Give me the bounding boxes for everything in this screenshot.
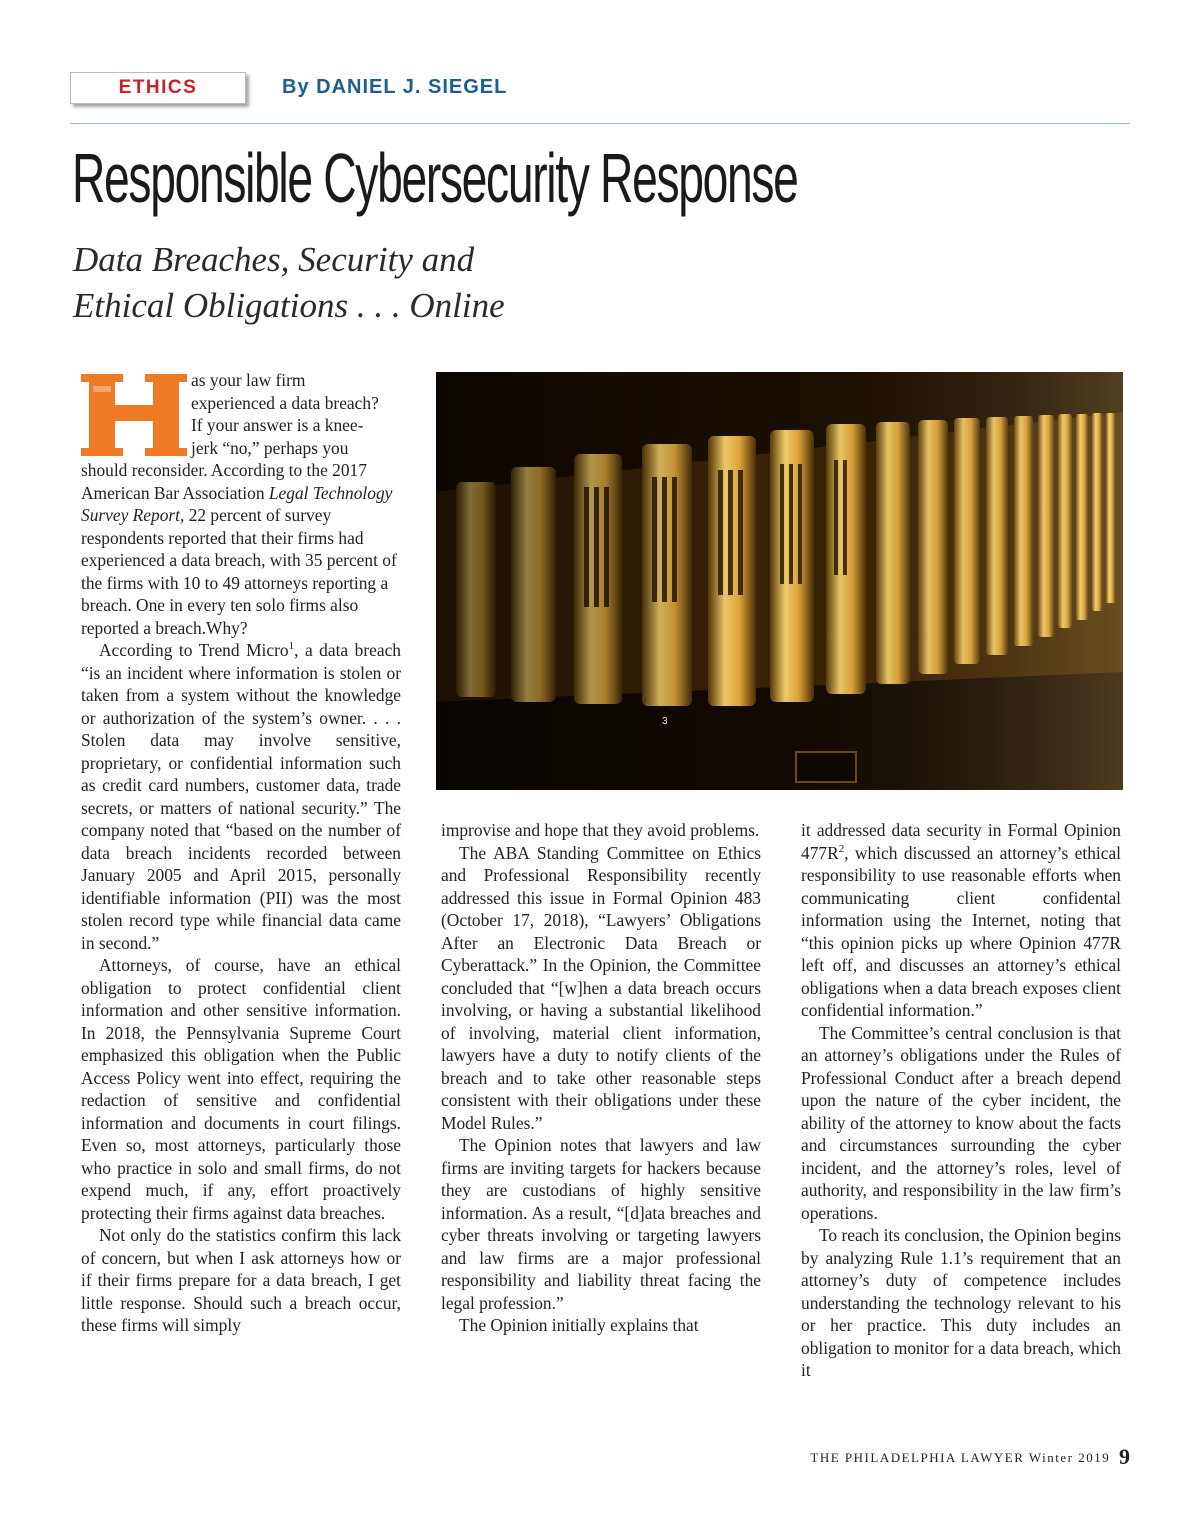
footnote-ref[interactable]: 1 xyxy=(288,640,295,653)
issue-date: Winter 2019 xyxy=(1028,1450,1111,1465)
article-subtitle xyxy=(73,237,505,329)
subtitle-line-2: Ethical Obligations . . . Online xyxy=(73,286,505,325)
report-title: Legal Technology Survey Report xyxy=(81,482,393,525)
paragraph: The Opinion initially explains that xyxy=(459,1315,699,1335)
publication-name: THE PHILADELPHIA LAWYER xyxy=(810,1450,1025,1465)
paragraph: The Opinion notes that lawyers and law firms are inviting targets for hackers because they are custodians of highly sensitive information. As a result, “[d]ata breaches and cyber threats involving or targeting lawyers and law firms are a major professional responsibility and liability threat facing the legal profession.” xyxy=(441,1135,761,1313)
column-1 xyxy=(81,459,401,1337)
intro-line: jerk “no,” perhaps you xyxy=(191,437,349,458)
paragraph xyxy=(81,459,401,639)
server-drives-image xyxy=(436,372,1123,790)
text-run: it addressed data security in Formal Opinion 477R xyxy=(801,820,1121,863)
intro-line: If your answer is a knee- xyxy=(191,415,364,435)
paragraph xyxy=(801,819,1121,1022)
paragraph: The Committee’s central conclusion is that an attorney’s obligations under the Rules of Professional Conduct after a breach depend upon the nature of the cyber incident, the ability of the attorney to know about the facts and circumstances surrounding the cyber incident, and the attorney’s roles, level of authority, and responsibility in the law firm’s operations. xyxy=(801,1022,1121,1223)
drive-number-label: 3 xyxy=(662,716,668,727)
byline: By DANIEL J. SIEGEL xyxy=(282,76,508,98)
server-rack-photo xyxy=(436,372,1123,790)
text-run: , 22 percent of survey respondents reported that their firms had experienced a data breach, with 35 percent of the firms with 10 to 49 attorneys reporting a breach. One in every ten solo firms also reported a breach.Why? xyxy=(81,505,397,638)
column-2 xyxy=(441,819,761,1337)
column-3 xyxy=(801,819,1121,1382)
text-run: should reconsider. According to the 2017 American Bar Association xyxy=(81,460,367,503)
page-number: 9 xyxy=(1119,1444,1130,1469)
drop-cap-h-icon xyxy=(81,374,187,456)
text-run: According to Trend Micro xyxy=(99,640,289,660)
section-tag-label: ETHICS xyxy=(118,77,198,98)
paragraph: Attorneys, of course, have an ethical obligation to protect confidential client information and other sensitive information. In 2018, the Pennsylvania Supreme Court emphasized this obligation when the Public Access Policy went into effect, requiring the redaction of sensitive and confidential information and documents in court filings. Even so, most attorneys, particularly those who practice in solo and small firms, do not expend much, if any, effort proactively protecting their firms against data breaches. xyxy=(81,955,401,1223)
subtitle-line-1: Data Breaches, Security and xyxy=(73,240,475,279)
intro-line: as your law firm xyxy=(191,370,306,390)
paragraph: The ABA Standing Committee on Ethics and Professional Responsibility recently addressed this issue in Formal Opinion 483 (October 17, 2018), “Lawyers’ Obligations After an Electronic Data Breach or Cyberattack.” In the Opinion, the Committee concluded that “[w]hen a data breach occurs involving, or having a substantial likelihood of involving, material client information, lawyers have a duty to notify clients of the breach and to take other reasonable steps consistent with their obligations under these Model Rules.” xyxy=(441,842,761,1133)
paragraph xyxy=(81,639,401,954)
paragraph: Not only do the statistics confirm this lack of concern, but when I ask attorneys how or if their firms prepare for a data breach, I get little response. Should such a breach occur, these firms will simply xyxy=(81,1225,401,1335)
page-footer xyxy=(810,1444,1130,1470)
text-run: , a data breach “is an incident where information is stolen or taken from a system without the knowledge or authorization of the system’s owner. . . . Stolen data may involve sensitive, proprietary, or confidential information such as credit card numbers, customer data, trade secrets, or matters of national security.” The company noted that “based on the number of data breach incidents recorded between January 2005 and April 2015, personally identifiable information (PII) was the most stolen record type while financial data came in second.” xyxy=(81,640,401,953)
header-divider xyxy=(70,123,1130,124)
intro-line: experienced a data breach? xyxy=(191,392,379,413)
section-tag xyxy=(70,72,246,104)
drop-cap xyxy=(81,374,187,456)
text-run: , which discussed an attorney’s ethical responsibility to use reasonable efforts when communicating client confidental information using the Internet, noting that “this opinion picks up where Opinion 477R left off, and discusses an attorney’s ethical obligations when a data breach exposes client confidential information.” xyxy=(801,842,1121,1020)
footnote-ref[interactable]: 2 xyxy=(838,842,845,855)
article-title: Responsible Cybersecurity Response xyxy=(72,139,798,217)
paragraph: To reach its conclusion, the Opinion begins by analyzing Rule 1.1’s requirement that an attorney’s duty of competence includes understanding the technology relevant to his or her practice. This duty includes an obligation to monitor for a data breach, which it xyxy=(801,1225,1121,1380)
paragraph: improvise and hope that they avoid problems. xyxy=(441,820,760,840)
column-1-intro xyxy=(191,369,401,459)
